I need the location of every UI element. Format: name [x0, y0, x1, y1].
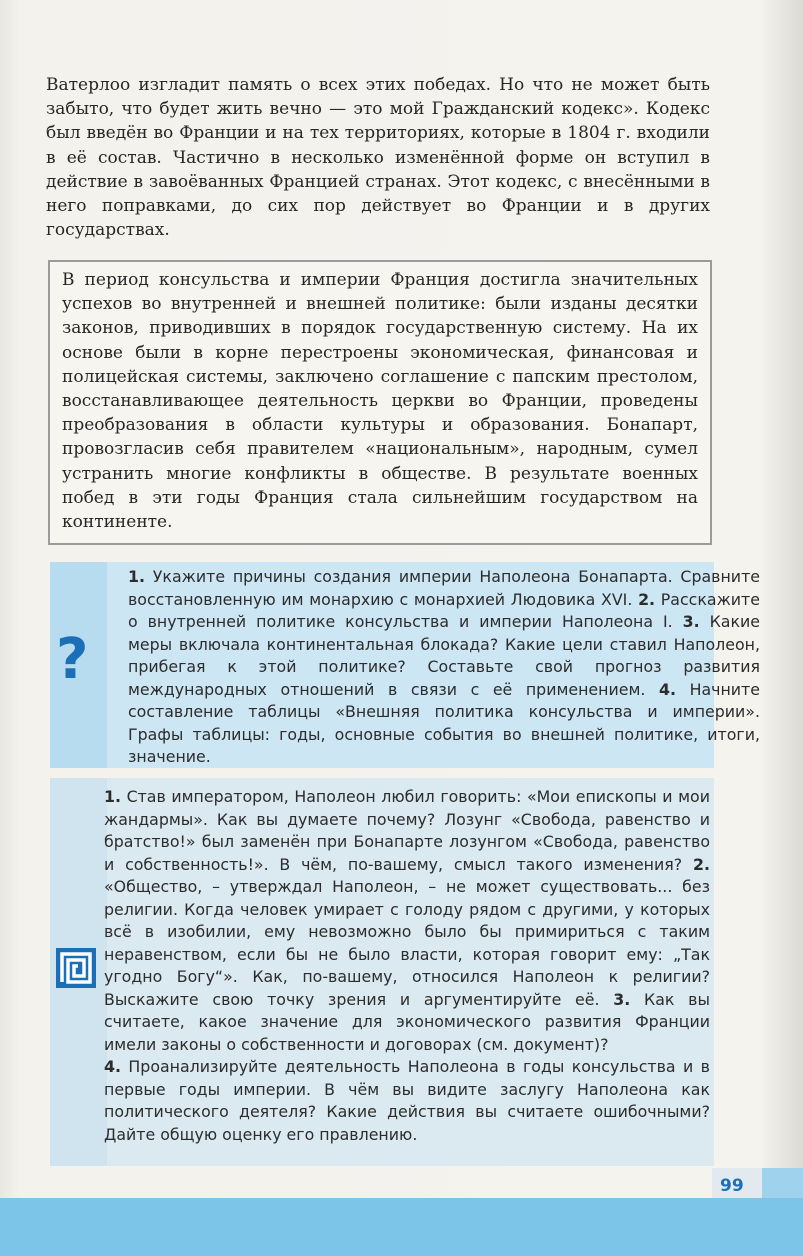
task-text: Проанализируйте деятельность Наполеона в годы консульства и в первые годы империи. В чём вы видите заслугу Наполеона как политического деятеля? Какие действия вы считаете ошибочными? Дайте общую оценку его правлению.: [104, 1057, 710, 1144]
question-mark-icon: ?: [56, 627, 89, 692]
bottom-band: [0, 1198, 803, 1256]
questions-marker: [50, 562, 107, 768]
page-number: 99: [720, 1176, 744, 1196]
tasks-text: [104, 786, 710, 1146]
task-number: 3.: [613, 989, 631, 1009]
question-text: Какие меры включала континентальная блокада? Какие цели ставил Наполеон, прибегая к этой политике? Составьте свой прогноз развития международных отношений в связи с её применением.: [128, 612, 761, 699]
question-number: 1.: [128, 567, 145, 586]
question-text: Укажите причины создания империи Наполеона Бонапарта. Сравните восстановленную им монархию с монархией Людовика XVI.: [128, 567, 760, 609]
question-text: Расскажите о внутренней политике консульства и империи Наполеона I.: [128, 589, 760, 631]
spiral-icon: [56, 948, 96, 988]
question-text: Начните составление таблицы «Внешняя политика консульства и империи». Графы таблицы: годы, основные события во внешней политике, итоги, значение.: [128, 679, 760, 766]
questions-section: [50, 562, 761, 768]
intro-paragraph: Ватерлоо изгладит память о всех этих победах. Но что не может быть забыто, что будет жить вечно — это мой Гражданский кодекс». Кодекс был введён во Франции и на тех территориях, которые в 1804 г. входили в её состав. Частично в несколько изменённой форме он вступил в действие в завоёванных Францией странах. Этот кодекс, с внесёнными в него поправками, до сих пор действует во Франции и в других государствах.: [46, 75, 710, 241]
questions-text: [128, 566, 760, 769]
summary-paragraph: В период консульства и империи Франция достигла значительных успехов во внутренней и внешней политике: были изданы десятки законов, приводивших в порядок государственную систему. На их основе были в корне перестроены экономическая, финансовая и полицейская системы, заключено соглашение с папским престолом, восстанавливающее деятельность церкви во Франции, проведены преобразования в области культуры и образования. Бонапарт, провозгласив себя правителем «национальным», народным, сумел устранить многие конфликты в обществе. В результате военных побед в эти годы Франция стала сильнейшим государством на континенте.: [62, 270, 698, 533]
question-number: 4.: [658, 679, 676, 699]
edge-strip: [762, 1168, 803, 1198]
task-text: Как вы считаете, какое значение для экономического развития Франции имели законы о собственности и договорах (см. документ)?: [104, 989, 710, 1054]
summary-box: [48, 260, 712, 545]
question-number: 2.: [638, 589, 656, 609]
task-number: 2.: [692, 854, 710, 874]
task-number: 1.: [104, 787, 121, 806]
question-number: 3.: [682, 612, 700, 631]
task-number: 4.: [104, 1057, 121, 1076]
tasks-marker: [50, 778, 107, 1166]
task-text: Став императором, Наполеон любил говорить: «Мои епископы и мои жандармы». Как вы думаете почему? Лозунг «Свобода, равенство и братство!» был заменён при Бонапарте лозунгом «Свобода, равенство и собственность!». В чём, по-вашему, смысл такого изменения?: [104, 787, 710, 874]
task-text: «Общество, – утверждал Наполеон, – не может существовать... без религии. Когда человек умирает с голоду рядом с другими, у которых всё в изобилии, ему невозможно было бы примириться с таким неравенством, если бы не было власти, которая говорит ему: „Так угодно Богу“». Как, по-вашему, относился Наполеон к религии? Выскажите свою точку зрения и аргументируйте её.: [104, 877, 710, 1009]
